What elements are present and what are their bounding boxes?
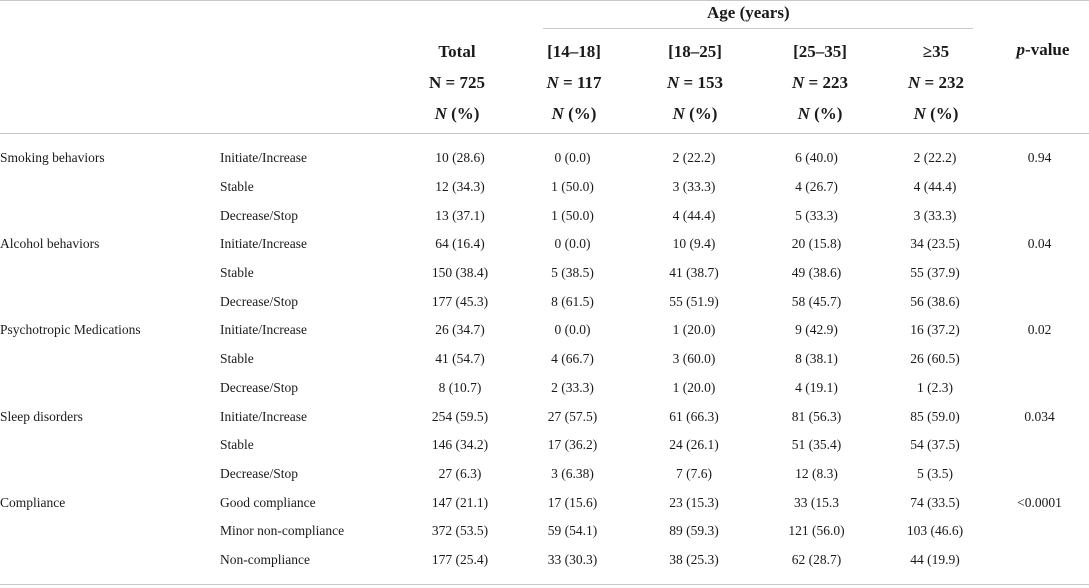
header-rule	[0, 133, 1089, 134]
cell-total: 177 (45.3)	[431, 293, 489, 309]
cell-age-35-plus: 44 (19.9)	[910, 551, 960, 567]
cell-age-18-25: 89 (59.3)	[669, 523, 719, 539]
cell-p-value	[990, 345, 1089, 374]
cell-age-14-18: 8 (61.5)	[551, 293, 594, 309]
row-category	[0, 259, 220, 288]
row-category	[0, 173, 220, 202]
cell-age-35-plus: 54 (37.5)	[910, 437, 960, 453]
cell-age-35-plus: 103 (46.6)	[906, 523, 964, 539]
bottom-rule	[0, 584, 1089, 585]
cell-age-35-plus: 34 (23.5)	[910, 236, 960, 252]
row-category: Alcohol behaviors	[0, 236, 100, 252]
cell-age-14-18: 4 (66.7)	[551, 351, 594, 367]
cell-age-14-18: 5 (38.5)	[551, 265, 594, 281]
table-row	[0, 287, 1089, 316]
header-age-35-plus-n: N = 232	[908, 73, 964, 92]
row-category	[0, 546, 220, 575]
cell-p-value: 0.034	[1024, 408, 1055, 424]
cell-age-14-18: 1 (50.0)	[551, 179, 594, 195]
row-subcategory: Initiate/Increase	[220, 236, 307, 252]
row-subcategory: Decrease/Stop	[220, 465, 298, 481]
cell-total: 27 (6.3)	[438, 465, 482, 481]
cell-age-35-plus: 1 (2.3)	[917, 379, 953, 395]
row-category	[0, 517, 220, 546]
cell-age-14-18: 59 (54.1)	[547, 523, 598, 539]
cell-age-18-25: 7 (7.6)	[676, 465, 712, 481]
cell-age-25-35: 62 (28.7)	[791, 551, 842, 567]
row-category	[0, 345, 220, 374]
cell-age-35-plus: 55 (37.9)	[910, 265, 960, 281]
cell-age-35-plus: 26 (60.5)	[910, 351, 960, 367]
cell-age-14-18: 33 (30.3)	[547, 551, 598, 567]
cell-p-value	[990, 546, 1089, 575]
cell-age-14-18: 0 (0.0)	[554, 236, 591, 252]
cell-age-14-18: 3 (6.38)	[551, 465, 594, 481]
cell-p-value	[990, 431, 1089, 460]
header-age-18-25-n: N = 153	[667, 73, 723, 92]
age-group-title: Age (years)	[707, 3, 790, 22]
cell-p-value	[990, 287, 1089, 316]
cell-p-value: 0.94	[1027, 150, 1052, 166]
row-subcategory: Good compliance	[220, 494, 316, 510]
cell-age-25-35: 33 (15.3	[794, 494, 839, 510]
table-row	[0, 201, 1089, 230]
cell-age-18-25: 38 (25.3)	[669, 551, 719, 567]
cell-age-25-35: 6 (40.0)	[795, 150, 838, 166]
header-age-25-35-title: [25–35]	[793, 42, 847, 61]
cell-p-value	[990, 173, 1089, 202]
table-row	[0, 374, 1089, 403]
row-category: Compliance	[0, 494, 66, 510]
cell-total: 8 (10.7)	[438, 379, 482, 395]
cell-age-14-18: 1 (50.0)	[551, 207, 594, 223]
row-subcategory: Decrease/Stop	[220, 379, 298, 395]
cell-age-25-35: 121 (56.0)	[788, 523, 845, 539]
cell-p-value: <0.0001	[1017, 494, 1062, 510]
row-subcategory: Stable	[220, 437, 254, 453]
table-row	[0, 402, 1089, 431]
cell-age-14-18: 27 (57.5)	[547, 408, 598, 424]
table-row	[0, 259, 1089, 288]
header-age-14-18-pct: N (%)	[551, 104, 597, 123]
header-age-18-25	[642, 36, 748, 129]
header-age-25-35-n: N = 223	[792, 73, 848, 92]
cell-p-value	[990, 374, 1089, 403]
cell-age-35-plus: 4 (44.4)	[913, 179, 957, 195]
cell-age-18-25: 2 (22.2)	[672, 150, 716, 166]
row-category: Smoking behaviors	[0, 150, 105, 166]
table-row	[0, 316, 1089, 345]
cell-total: 10 (28.6)	[435, 150, 485, 166]
age-group-rule	[543, 28, 973, 29]
table-row	[0, 230, 1089, 259]
cell-age-25-35: 81 (56.3)	[791, 408, 842, 424]
cell-total: 12 (34.3)	[435, 179, 485, 195]
header-age-14-18-n: N = 117	[546, 73, 602, 92]
header-age-25-35	[767, 36, 873, 129]
cell-age-18-25: 10 (9.4)	[672, 236, 716, 252]
table-row	[0, 517, 1089, 546]
cell-age-35-plus: 56 (38.6)	[910, 293, 960, 309]
cell-p-value: 0.04	[1027, 236, 1052, 252]
header-age-18-25-title: [18–25]	[668, 42, 722, 61]
cell-total: 177 (25.4)	[431, 551, 489, 567]
cell-age-18-25: 3 (33.3)	[672, 179, 716, 195]
cell-age-35-plus: 74 (33.5)	[910, 494, 960, 510]
cell-age-18-25: 3 (60.0)	[672, 351, 716, 367]
table-row	[0, 144, 1089, 173]
cell-age-25-35: 49 (38.6)	[791, 265, 842, 281]
cell-p-value: 0.02	[1027, 322, 1052, 338]
cell-age-25-35: 4 (26.7)	[795, 179, 838, 195]
cell-age-35-plus: 85 (59.0)	[910, 408, 960, 424]
cell-total: 64 (16.4)	[435, 236, 485, 252]
table-row	[0, 460, 1089, 489]
row-category	[0, 431, 220, 460]
header-age-35-plus	[883, 36, 989, 129]
row-subcategory: Initiate/Increase	[220, 150, 307, 166]
cell-age-18-25: 23 (15.3)	[669, 494, 719, 510]
header-age-35-plus-pct: N (%)	[913, 104, 959, 123]
cell-age-35-plus: 3 (33.3)	[913, 207, 957, 223]
header-total-n: N = 725	[429, 73, 485, 92]
row-subcategory: Stable	[220, 179, 254, 195]
cell-age-14-18: 2 (33.3)	[551, 379, 594, 395]
cell-total: 146 (34.2)	[431, 437, 489, 453]
row-category	[0, 287, 220, 316]
table-row	[0, 345, 1089, 374]
cell-p-value	[990, 517, 1089, 546]
cell-age-35-plus: 2 (22.2)	[913, 150, 957, 166]
cell-age-25-35: 12 (8.3)	[795, 465, 838, 481]
header-age-14-18-title: [14–18]	[547, 42, 601, 61]
top-rule	[0, 0, 1089, 1]
row-subcategory: Initiate/Increase	[220, 408, 307, 424]
table-row	[0, 546, 1089, 575]
row-subcategory: Decrease/Stop	[220, 207, 298, 223]
table-row	[0, 173, 1089, 202]
cell-total: 254 (59.5)	[431, 408, 489, 424]
cell-total: 26 (34.7)	[435, 322, 485, 338]
row-category	[0, 460, 220, 489]
cell-age-35-plus: 16 (37.2)	[910, 322, 960, 338]
cell-age-25-35: 5 (33.3)	[795, 207, 838, 223]
cell-age-25-35: 51 (35.4)	[791, 437, 842, 453]
row-category: Sleep disorders	[0, 408, 83, 424]
data-table	[0, 144, 1089, 574]
header-total-pct: N (%)	[434, 104, 480, 123]
cell-age-25-35: 4 (19.1)	[795, 379, 838, 395]
header-age-25-35-pct: N (%)	[797, 104, 843, 123]
cell-age-18-25: 4 (44.4)	[672, 207, 716, 223]
cell-age-25-35: 9 (42.9)	[795, 322, 838, 338]
cell-age-18-25: 1 (20.0)	[672, 379, 716, 395]
cell-age-14-18: 17 (36.2)	[547, 437, 598, 453]
cell-age-18-25: 61 (66.3)	[669, 408, 719, 424]
cell-age-18-25: 41 (38.7)	[669, 265, 719, 281]
row-subcategory: Non-compliance	[220, 551, 310, 567]
cell-age-14-18: 0 (0.0)	[554, 322, 591, 338]
table-row	[0, 488, 1089, 517]
cell-age-25-35: 8 (38.1)	[795, 351, 838, 367]
header-total	[403, 36, 511, 129]
row-category	[0, 201, 220, 230]
cell-age-18-25: 24 (26.1)	[669, 437, 719, 453]
cell-p-value	[990, 259, 1089, 288]
cell-age-18-25: 1 (20.0)	[672, 322, 716, 338]
row-subcategory: Minor non-compliance	[220, 523, 345, 539]
header-age-35-plus-title: ≥35	[922, 42, 950, 61]
cell-total: 41 (54.7)	[435, 351, 485, 367]
cell-total: 150 (38.4)	[431, 265, 489, 281]
cell-p-value	[990, 460, 1089, 489]
header-p-value: p-value	[1016, 40, 1070, 59]
cell-total: 13 (37.1)	[435, 207, 485, 223]
row-category: Psychotropic Medications	[0, 322, 141, 338]
row-subcategory: Stable	[220, 351, 254, 367]
row-subcategory: Decrease/Stop	[220, 293, 298, 309]
row-category	[0, 374, 220, 403]
table-row	[0, 431, 1089, 460]
header-total-title: Total	[438, 42, 476, 61]
cell-p-value	[990, 201, 1089, 230]
cell-age-14-18: 17 (15.6)	[547, 494, 598, 510]
cell-age-25-35: 20 (15.8)	[791, 236, 842, 252]
cell-total: 147 (21.1)	[431, 494, 489, 510]
row-subcategory: Stable	[220, 265, 254, 281]
cell-total: 372 (53.5)	[431, 523, 489, 539]
header-age-18-25-pct: N (%)	[672, 104, 718, 123]
cell-age-35-plus: 5 (3.5)	[917, 465, 953, 481]
row-subcategory: Initiate/Increase	[220, 322, 307, 338]
table-body	[0, 144, 1089, 574]
header-age-14-18	[521, 36, 627, 129]
cell-age-14-18: 0 (0.0)	[554, 150, 591, 166]
cell-age-18-25: 55 (51.9)	[669, 293, 719, 309]
cell-age-25-35: 58 (45.7)	[791, 293, 842, 309]
